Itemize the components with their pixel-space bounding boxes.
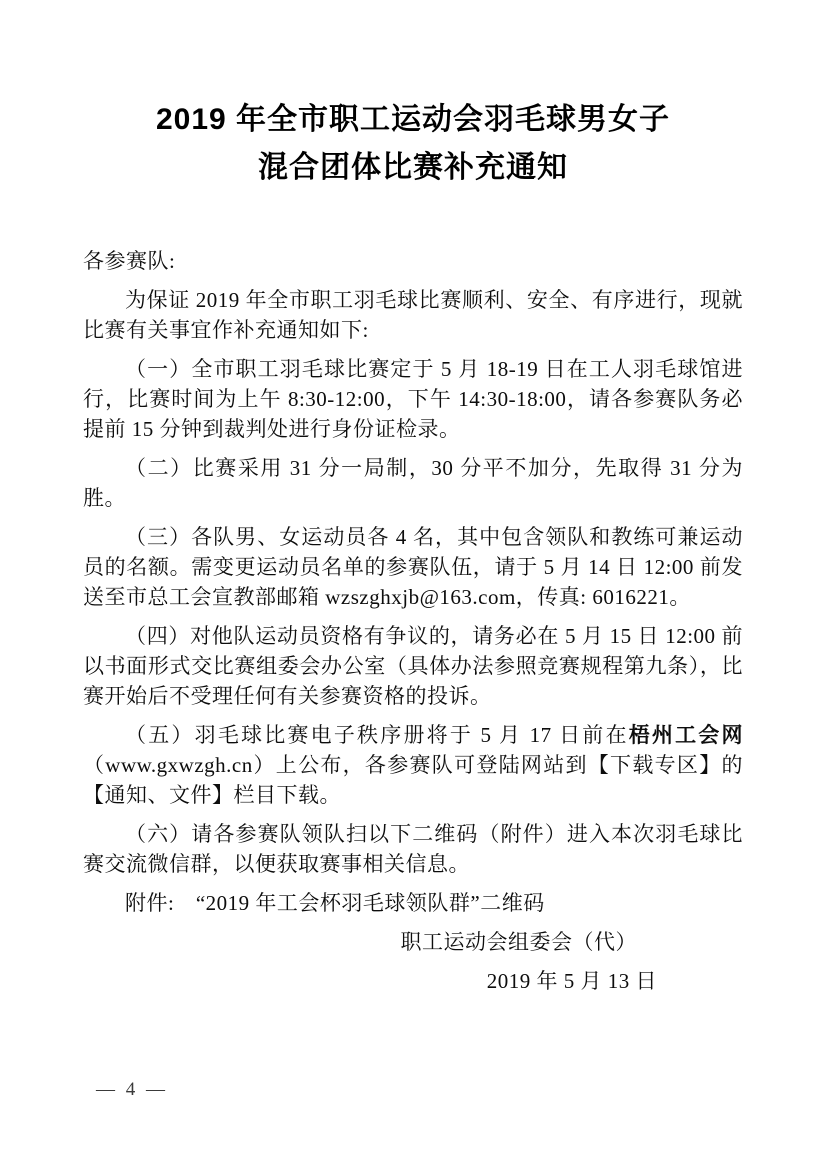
item-3-paragraph: （三）各队男、女运动员各 4 名，其中包含领队和教练可兼运动员的名额。需变更运动员名单的参赛队伍，请于 5 月 14 日 12:00 前发送至市总工会宣教部邮箱 wzszghxjb@163.com，传真: 6016221。: [83, 525, 743, 609]
page-number: — 4 —: [96, 1079, 168, 1100]
item-5-bold-site-name: 梧州工会网: [628, 723, 744, 747]
item-5-paragraph: [83, 720, 743, 810]
document-title: [40, 96, 786, 192]
item-6-paragraph: （六）请各参赛队领队扫以下二维码（附件）进入本次羽毛球比赛交流微信群，以便获取赛事相关信息。: [83, 822, 743, 876]
item-2-paragraph: （二）比赛采用 31 分一局制，30 分平不加分，先取得 31 分为胜。: [83, 456, 743, 510]
date: 2019 年 5 月 13 日: [486, 969, 657, 993]
document-body: [83, 246, 743, 996]
document-title-line1: 2019 年全市职工运动会羽毛球男女子: [155, 103, 671, 136]
signature: 职工运动会组委会（代）: [400, 930, 637, 954]
item-5-text-pre: （五）羽毛球比赛电子秩序册将于 5 月 17 日前在: [125, 723, 629, 747]
intro-paragraph: 为保证 2019 年全市职工羽毛球比赛顺利、安全、有序进行，现就比赛有关事宜作补充通知如下:: [83, 288, 743, 342]
greeting: 各参赛队:: [83, 249, 176, 273]
item-5-text-post: （www.gxwzgh.cn）上公布，各参赛队可登陆网站到【下载专区】的【通知、文件】栏目下载。: [83, 753, 743, 807]
item-1-paragraph: （一）全市职工羽毛球比赛定于 5 月 18-19 日在工人羽毛球馆进行，比赛时间为上午 8:30-12:00，下午 14:30-18:00，请各参赛队务必提前 15 分钟到裁判处进行身份证检录。: [83, 357, 743, 441]
attachment-note: 附件: “2019 年工会杯羽毛球领队群”二维码: [125, 891, 545, 915]
document-title-line2: 混合团体比赛补充通知: [258, 151, 568, 184]
item-4-paragraph: （四）对他队运动员资格有争议的，请务必在 5 月 15 日 12:00 前以书面形式交比赛组委会办公室（具体办法参照竞赛规程第九条），比赛开始后不受理任何有关参赛资格的投诉。: [83, 624, 743, 708]
